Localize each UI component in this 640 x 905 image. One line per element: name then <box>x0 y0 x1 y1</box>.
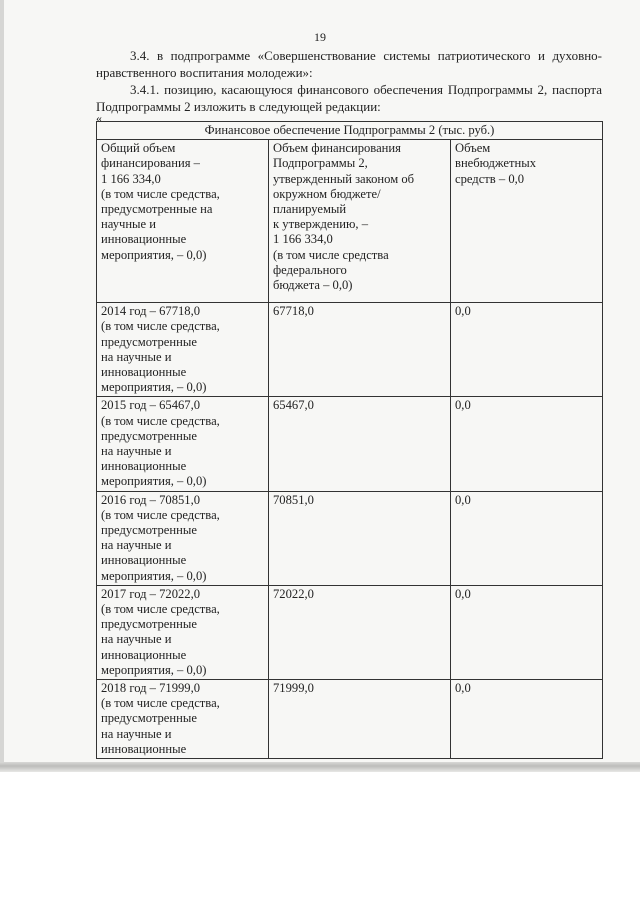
header-budget-financing <box>269 140 451 303</box>
paragraph-3-4: 3.4. в подпрограмме «Совершенствование системы патриотического и духовно-нравственного воспитания молодежи»: <box>96 48 602 80</box>
table-title-row <box>97 122 603 140</box>
year-cell-text: 2018 год – 71999,0 (в том числе средства, предусмотренные на научные и инновационные <box>101 681 220 756</box>
header-total-financing <box>97 140 269 303</box>
budget-cell: 72022,0 <box>269 585 451 679</box>
open-quote: « <box>96 111 102 125</box>
extrabudget-cell: 0,0 <box>451 303 603 397</box>
scan-edge <box>0 0 4 770</box>
header-total-financing-text: Общий объем финансирования – 1 166 334,0 (в том числе средства, предусмотренные на научные и инновационные мероприятия, – 0,0) <box>101 141 220 262</box>
table-row <box>97 680 603 759</box>
table-header-row <box>97 140 603 303</box>
table-row <box>97 397 603 491</box>
year-cell-text: 2014 год – 67718,0 (в том числе средства, предусмотренные на научные и инновационные мероприятия, – 0,0) <box>101 304 220 395</box>
year-cell <box>97 303 269 397</box>
page-number: 19 <box>314 30 326 44</box>
year-cell-text: 2017 год – 72022,0 (в том числе средства, предусмотренные на научные и инновационные мероприятия, – 0,0) <box>101 586 220 677</box>
year-cell-text: 2016 год – 70851,0 (в том числе средства, предусмотренные на научные и инновационные мероприятия, – 0,0) <box>101 492 220 583</box>
paragraph-3-4-1: 3.4.1. позицию, касающуюся финансового обеспечения Подпрограммы 2, паспорта Подпрограммы 2 изложить в следующей редакции: <box>96 82 602 114</box>
header-budget-financing-text: Объем финансирования Подпрограммы 2, утвержденный законом об окружном бюджете/ планируемый к утверждению, – 1 166 334,0 (в том числе средства федерального бюджета – 0,0) <box>273 141 415 293</box>
year-cell <box>97 397 269 491</box>
year-cell-text: 2015 год – 65467,0 (в том числе средства, предусмотренные на научные и инновационные мероприятия, – 0,0) <box>101 398 220 489</box>
table-row <box>97 585 603 679</box>
table-row <box>97 303 603 397</box>
extrabudget-cell: 0,0 <box>451 491 603 585</box>
budget-cell: 71999,0 <box>269 680 451 759</box>
header-extrabudget <box>451 140 603 303</box>
extrabudget-cell: 0,0 <box>451 585 603 679</box>
extrabudget-cell: 0,0 <box>451 397 603 491</box>
header-extrabudget-text: Объем внебюджетных средств – 0,0 <box>455 141 536 186</box>
year-cell <box>97 491 269 585</box>
budget-cell: 70851,0 <box>269 491 451 585</box>
scan-bottom-edge <box>0 762 640 772</box>
budget-cell: 65467,0 <box>269 397 451 491</box>
table-title: Финансовое обеспечение Подпрограммы 2 (тыс. руб.) <box>97 122 603 140</box>
extrabudget-cell: 0,0 <box>451 680 603 759</box>
table-row <box>97 491 603 585</box>
budget-cell: 67718,0 <box>269 303 451 397</box>
financing-table <box>96 121 603 759</box>
year-cell <box>97 585 269 679</box>
year-cell <box>97 680 269 759</box>
